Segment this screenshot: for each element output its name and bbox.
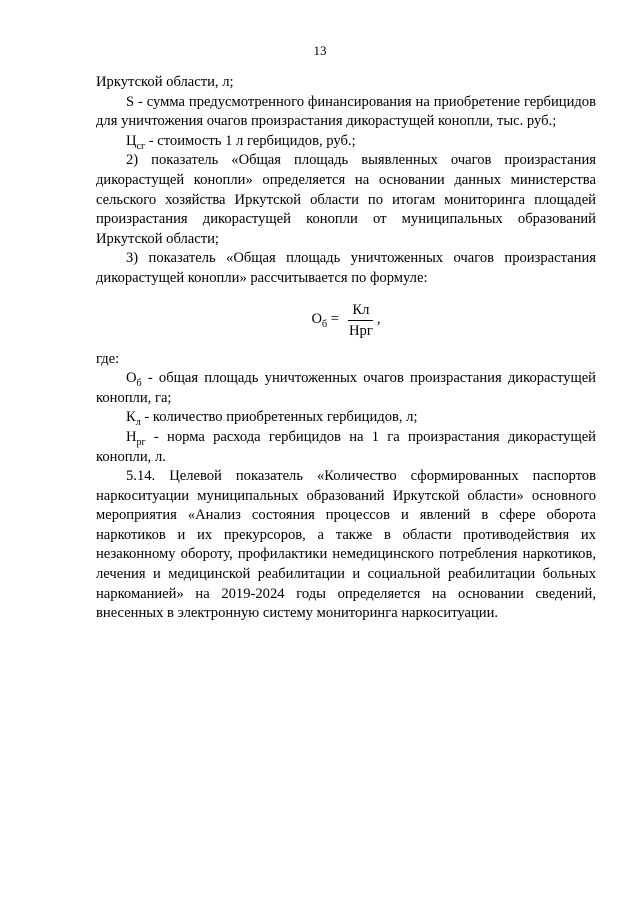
paragraph-s-definition: S - сумма предусмотренного финансирования на приобретение гербицидов для уничтожения очагов произрастания дикорастущей конопли, тыс. руб.;	[96, 93, 596, 130]
symbol-subscript: б	[136, 378, 142, 390]
symbol-subscript: л	[135, 417, 141, 429]
symbol-subscript: рг	[136, 436, 146, 448]
formula-tail: ,	[376, 311, 381, 328]
page-number: 13	[313, 43, 327, 58]
symbol-subscript: сг	[136, 140, 146, 152]
formula-fraction	[345, 301, 377, 340]
formula-lhs-symbol: О	[311, 311, 323, 328]
definition-text: - норма расхода гербицидов на 1 га произрастания дикорастущей конопли, л.	[96, 428, 596, 465]
paragraph-area-definition	[96, 369, 596, 408]
definition-text: - количество приобретенных гербицидов, л;	[140, 409, 418, 426]
paragraph-5-14: 5.14. Целевой показатель «Количество сформированных паспортов наркоситуации муниципальных образований Иркутской области» основного мероприятия «Анализ состояния процессов и явлений в сфере оборота наркотиков и их прекурсоров, а также в области противодействия их незаконному обороту, профилактики немедицинского потребления наркотиков, лечения и медицинской реабилитации и социальной реабилитации больных наркоманией» на 2019-2024 годы определяется на основании сведений, внесенных в электронную систему мониторинга наркоситуации.	[96, 468, 596, 622]
formula-denominator: Нрг	[349, 322, 373, 339]
paragraph-cost-definition	[96, 132, 596, 152]
definition-text: - общая площадь уничтоженных очагов произрастания дикорастущей конопли, га;	[96, 370, 596, 406]
paragraph-where: где:	[96, 350, 120, 367]
paragraph-quantity-definition	[96, 408, 596, 428]
definition-text: - стоимость 1 л гербицидов, руб.;	[145, 132, 356, 149]
symbol: Н	[126, 428, 137, 445]
paragraph-norm-definition	[96, 428, 596, 467]
formula-equals: =	[327, 311, 340, 328]
paragraph-indicator-3: 3) показатель «Общая площадь уничтоженных очагов произрастания дикорастущей конопли» рассчитывается по формуле:	[96, 250, 596, 286]
formula-numerator: Кл	[348, 301, 373, 321]
formula-lhs-subscript: б	[322, 319, 328, 331]
formula-lhs	[311, 310, 339, 330]
symbol: К	[126, 409, 136, 426]
paragraph-region-unit: Иркутской области, л;	[96, 74, 234, 90]
document-body	[96, 73, 596, 624]
symbol: Ц	[126, 132, 137, 149]
formula	[96, 301, 596, 340]
paragraph-indicator-2: 2) показатель «Общая площадь выявленных очагов произрастания дикорастущей конопли» определяется на основании данных министерства сельского хозяйства Иркутской области по итогам мониторинга площадей произрастания дикорастущей конопли от муниципальных образований Иркутской области;	[96, 152, 596, 247]
symbol: О	[126, 370, 137, 387]
